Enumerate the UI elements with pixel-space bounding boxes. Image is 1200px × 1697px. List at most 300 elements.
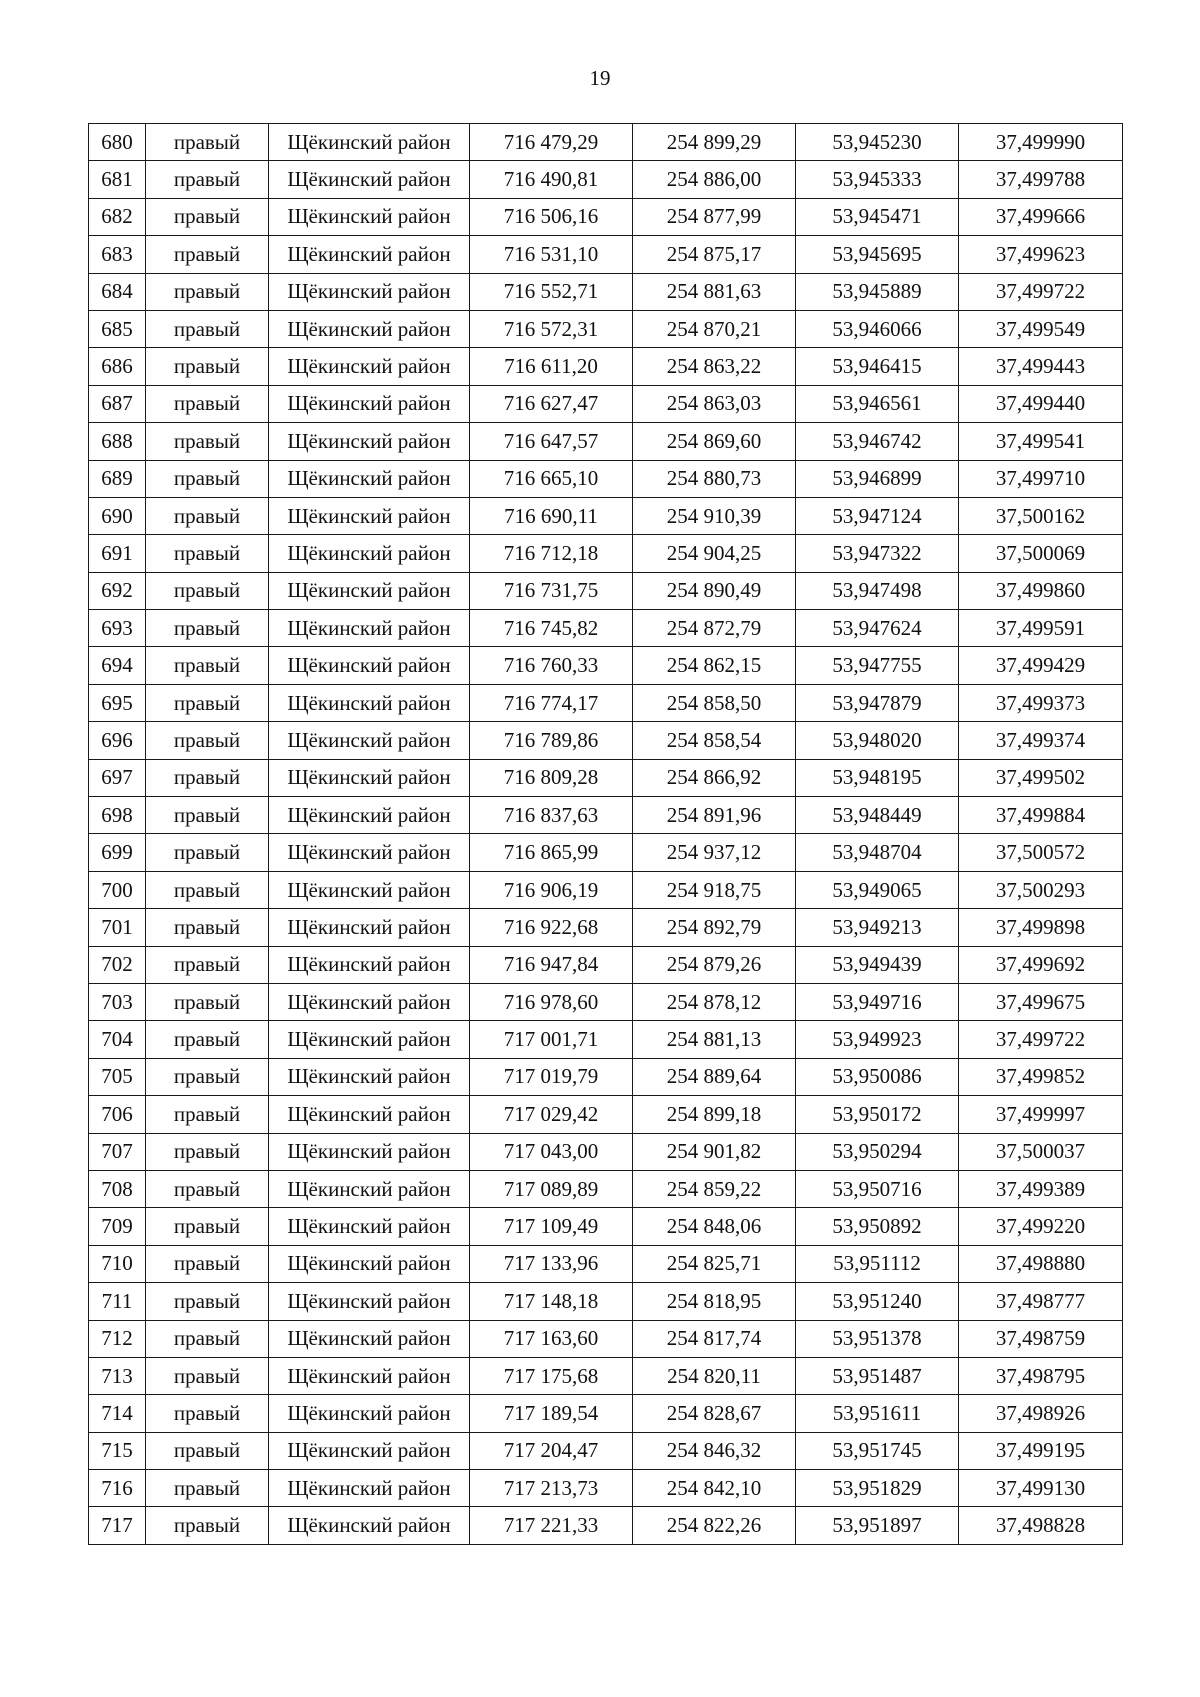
longitude-cell: 37,498828 (959, 1507, 1123, 1544)
district-cell: Щёкинский район (269, 1470, 470, 1507)
point-number-cell: 680 (89, 124, 146, 161)
district-cell: Щёкинский район (269, 684, 470, 721)
table-row (89, 834, 1123, 871)
bank-side-cell: правый (146, 236, 269, 273)
latitude-cell: 53,949213 (796, 909, 959, 946)
table-row (89, 797, 1123, 834)
longitude-cell: 37,499692 (959, 946, 1123, 983)
bank-side-cell: правый (146, 759, 269, 796)
coord-x-cell: 716 627,47 (470, 385, 633, 422)
coord-y-cell: 254 858,54 (633, 722, 796, 759)
longitude-cell: 37,500293 (959, 871, 1123, 908)
longitude-cell: 37,499997 (959, 1096, 1123, 1133)
point-number-cell: 714 (89, 1395, 146, 1432)
table-row (89, 1507, 1123, 1544)
coord-y-cell: 254 869,60 (633, 423, 796, 460)
bank-side-cell: правый (146, 1170, 269, 1207)
point-number-cell: 681 (89, 161, 146, 198)
coord-x-cell: 717 189,54 (470, 1395, 633, 1432)
latitude-cell: 53,951240 (796, 1283, 959, 1320)
latitude-cell: 53,951829 (796, 1470, 959, 1507)
table-row (89, 871, 1123, 908)
coord-y-cell: 254 881,13 (633, 1021, 796, 1058)
bank-side-cell: правый (146, 161, 269, 198)
longitude-cell: 37,499591 (959, 610, 1123, 647)
table-row (89, 460, 1123, 497)
point-number-cell: 704 (89, 1021, 146, 1058)
coord-x-cell: 717 001,71 (470, 1021, 633, 1058)
latitude-cell: 53,945695 (796, 236, 959, 273)
point-number-cell: 691 (89, 535, 146, 572)
coord-x-cell: 717 043,00 (470, 1133, 633, 1170)
table-row (89, 909, 1123, 946)
point-number-cell: 715 (89, 1432, 146, 1469)
table-row (89, 1096, 1123, 1133)
district-cell: Щёкинский район (269, 834, 470, 871)
longitude-cell: 37,499852 (959, 1058, 1123, 1095)
coord-x-cell: 717 133,96 (470, 1245, 633, 1282)
district-cell: Щёкинский район (269, 1208, 470, 1245)
point-number-cell: 685 (89, 310, 146, 347)
table-row (89, 1058, 1123, 1095)
latitude-cell: 53,946561 (796, 385, 959, 422)
point-number-cell: 695 (89, 684, 146, 721)
coord-x-cell: 716 552,71 (470, 273, 633, 310)
coord-y-cell: 254 863,03 (633, 385, 796, 422)
coord-y-cell: 254 842,10 (633, 1470, 796, 1507)
table-row (89, 273, 1123, 310)
coord-y-cell: 254 877,99 (633, 198, 796, 235)
point-number-cell: 713 (89, 1357, 146, 1394)
longitude-cell: 37,499440 (959, 385, 1123, 422)
table-row (89, 497, 1123, 534)
bank-side-cell: правый (146, 946, 269, 983)
bank-side-cell: правый (146, 684, 269, 721)
latitude-cell: 53,948704 (796, 834, 959, 871)
latitude-cell: 53,948449 (796, 797, 959, 834)
longitude-cell: 37,500572 (959, 834, 1123, 871)
district-cell: Щёкинский район (269, 1283, 470, 1320)
table-row (89, 535, 1123, 572)
table-row (89, 236, 1123, 273)
coord-y-cell: 254 892,79 (633, 909, 796, 946)
latitude-cell: 53,946415 (796, 348, 959, 385)
point-number-cell: 712 (89, 1320, 146, 1357)
bank-side-cell: правый (146, 310, 269, 347)
district-cell: Щёкинский район (269, 909, 470, 946)
coord-y-cell: 254 825,71 (633, 1245, 796, 1282)
bank-side-cell: правый (146, 647, 269, 684)
coord-y-cell: 254 866,92 (633, 759, 796, 796)
coord-y-cell: 254 879,26 (633, 946, 796, 983)
latitude-cell: 53,948020 (796, 722, 959, 759)
longitude-cell: 37,499220 (959, 1208, 1123, 1245)
point-number-cell: 697 (89, 759, 146, 796)
table-body (89, 124, 1123, 1545)
longitude-cell: 37,499675 (959, 983, 1123, 1020)
point-number-cell: 710 (89, 1245, 146, 1282)
point-number-cell: 716 (89, 1470, 146, 1507)
longitude-cell: 37,499710 (959, 460, 1123, 497)
bank-side-cell: правый (146, 834, 269, 871)
district-cell: Щёкинский район (269, 348, 470, 385)
bank-side-cell: правый (146, 909, 269, 946)
district-cell: Щёкинский район (269, 1058, 470, 1095)
point-number-cell: 700 (89, 871, 146, 908)
longitude-cell: 37,500162 (959, 497, 1123, 534)
district-cell: Щёкинский район (269, 236, 470, 273)
point-number-cell: 699 (89, 834, 146, 871)
bank-side-cell: правый (146, 460, 269, 497)
coord-x-cell: 716 712,18 (470, 535, 633, 572)
latitude-cell: 53,949923 (796, 1021, 959, 1058)
longitude-cell: 37,499722 (959, 1021, 1123, 1058)
district-cell: Щёкинский район (269, 1357, 470, 1394)
bank-side-cell: правый (146, 535, 269, 572)
coord-y-cell: 254 870,21 (633, 310, 796, 347)
table-row (89, 161, 1123, 198)
bank-side-cell: правый (146, 385, 269, 422)
coord-x-cell: 717 109,49 (470, 1208, 633, 1245)
table-row (89, 198, 1123, 235)
table-row (89, 1357, 1123, 1394)
bank-side-cell: правый (146, 348, 269, 385)
longitude-cell: 37,499502 (959, 759, 1123, 796)
latitude-cell: 53,950294 (796, 1133, 959, 1170)
coord-y-cell: 254 817,74 (633, 1320, 796, 1357)
coord-y-cell: 254 875,17 (633, 236, 796, 273)
point-number-cell: 687 (89, 385, 146, 422)
point-number-cell: 701 (89, 909, 146, 946)
district-cell: Щёкинский район (269, 385, 470, 422)
point-number-cell: 709 (89, 1208, 146, 1245)
latitude-cell: 53,949065 (796, 871, 959, 908)
bank-side-cell: правый (146, 273, 269, 310)
table-row (89, 1432, 1123, 1469)
coord-x-cell: 716 947,84 (470, 946, 633, 983)
latitude-cell: 53,950892 (796, 1208, 959, 1245)
coord-y-cell: 254 820,11 (633, 1357, 796, 1394)
district-cell: Щёкинский район (269, 161, 470, 198)
coord-x-cell: 716 760,33 (470, 647, 633, 684)
longitude-cell: 37,499722 (959, 273, 1123, 310)
coordinates-table (88, 123, 1123, 1545)
coord-y-cell: 254 918,75 (633, 871, 796, 908)
table-row (89, 1170, 1123, 1207)
table-row (89, 759, 1123, 796)
latitude-cell: 53,946742 (796, 423, 959, 460)
bank-side-cell: правый (146, 198, 269, 235)
coord-x-cell: 716 690,11 (470, 497, 633, 534)
bank-side-cell: правый (146, 1320, 269, 1357)
district-cell: Щёкинский район (269, 759, 470, 796)
longitude-cell: 37,499788 (959, 161, 1123, 198)
point-number-cell: 683 (89, 236, 146, 273)
longitude-cell: 37,498795 (959, 1357, 1123, 1394)
bank-side-cell: правый (146, 423, 269, 460)
latitude-cell: 53,947124 (796, 497, 959, 534)
district-cell: Щёкинский район (269, 273, 470, 310)
coord-y-cell: 254 846,32 (633, 1432, 796, 1469)
coord-y-cell: 254 899,29 (633, 124, 796, 161)
coord-x-cell: 717 221,33 (470, 1507, 633, 1544)
table-row (89, 1470, 1123, 1507)
longitude-cell: 37,499374 (959, 722, 1123, 759)
coord-x-cell: 717 175,68 (470, 1357, 633, 1394)
bank-side-cell: правый (146, 1432, 269, 1469)
bank-side-cell: правый (146, 610, 269, 647)
coord-x-cell: 716 906,19 (470, 871, 633, 908)
longitude-cell: 37,499373 (959, 684, 1123, 721)
table-row (89, 1245, 1123, 1282)
district-cell: Щёкинский район (269, 572, 470, 609)
coord-x-cell: 717 019,79 (470, 1058, 633, 1095)
latitude-cell: 53,951487 (796, 1357, 959, 1394)
coord-y-cell: 254 878,12 (633, 983, 796, 1020)
longitude-cell: 37,498926 (959, 1395, 1123, 1432)
point-number-cell: 706 (89, 1096, 146, 1133)
longitude-cell: 37,499898 (959, 909, 1123, 946)
longitude-cell: 37,499666 (959, 198, 1123, 235)
table-row (89, 1021, 1123, 1058)
point-number-cell: 694 (89, 647, 146, 684)
coord-x-cell: 716 506,16 (470, 198, 633, 235)
bank-side-cell: правый (146, 983, 269, 1020)
district-cell: Щёкинский район (269, 1395, 470, 1432)
bank-side-cell: правый (146, 497, 269, 534)
table-row (89, 647, 1123, 684)
latitude-cell: 53,947498 (796, 572, 959, 609)
table-row (89, 983, 1123, 1020)
coord-y-cell: 254 901,82 (633, 1133, 796, 1170)
coord-x-cell: 716 789,86 (470, 722, 633, 759)
coord-y-cell: 254 889,64 (633, 1058, 796, 1095)
table-row (89, 310, 1123, 347)
bank-side-cell: правый (146, 1208, 269, 1245)
longitude-cell: 37,499860 (959, 572, 1123, 609)
district-cell: Щёкинский район (269, 535, 470, 572)
point-number-cell: 682 (89, 198, 146, 235)
coord-x-cell: 717 213,73 (470, 1470, 633, 1507)
table-row (89, 348, 1123, 385)
latitude-cell: 53,951897 (796, 1507, 959, 1544)
longitude-cell: 37,499429 (959, 647, 1123, 684)
coord-x-cell: 717 089,89 (470, 1170, 633, 1207)
latitude-cell: 53,951745 (796, 1432, 959, 1469)
district-cell: Щёкинский район (269, 647, 470, 684)
coord-y-cell: 254 822,26 (633, 1507, 796, 1544)
bank-side-cell: правый (146, 1470, 269, 1507)
latitude-cell: 53,947755 (796, 647, 959, 684)
district-cell: Щёкинский район (269, 1133, 470, 1170)
latitude-cell: 53,946066 (796, 310, 959, 347)
district-cell: Щёкинский район (269, 797, 470, 834)
coord-x-cell: 716 774,17 (470, 684, 633, 721)
table-row (89, 946, 1123, 983)
coord-y-cell: 254 904,25 (633, 535, 796, 572)
latitude-cell: 53,947322 (796, 535, 959, 572)
coord-x-cell: 716 531,10 (470, 236, 633, 273)
district-cell: Щёкинский район (269, 1096, 470, 1133)
coord-x-cell: 716 745,82 (470, 610, 633, 647)
bank-side-cell: правый (146, 572, 269, 609)
longitude-cell: 37,498777 (959, 1283, 1123, 1320)
coord-x-cell: 717 148,18 (470, 1283, 633, 1320)
district-cell: Щёкинский район (269, 198, 470, 235)
coord-y-cell: 254 862,15 (633, 647, 796, 684)
latitude-cell: 53,950086 (796, 1058, 959, 1095)
coord-y-cell: 254 863,22 (633, 348, 796, 385)
district-cell: Щёкинский район (269, 1507, 470, 1544)
coord-x-cell: 716 490,81 (470, 161, 633, 198)
district-cell: Щёкинский район (269, 1021, 470, 1058)
coord-x-cell: 716 922,68 (470, 909, 633, 946)
point-number-cell: 689 (89, 460, 146, 497)
point-number-cell: 705 (89, 1058, 146, 1095)
point-number-cell: 698 (89, 797, 146, 834)
coord-y-cell: 254 890,49 (633, 572, 796, 609)
longitude-cell: 37,500037 (959, 1133, 1123, 1170)
coord-y-cell: 254 886,00 (633, 161, 796, 198)
point-number-cell: 702 (89, 946, 146, 983)
longitude-cell: 37,499130 (959, 1470, 1123, 1507)
coord-y-cell: 254 899,18 (633, 1096, 796, 1133)
coord-y-cell: 254 848,06 (633, 1208, 796, 1245)
longitude-cell: 37,499990 (959, 124, 1123, 161)
latitude-cell: 53,949716 (796, 983, 959, 1020)
coord-x-cell: 716 809,28 (470, 759, 633, 796)
point-number-cell: 686 (89, 348, 146, 385)
point-number-cell: 692 (89, 572, 146, 609)
coord-y-cell: 254 881,63 (633, 273, 796, 310)
latitude-cell: 53,945889 (796, 273, 959, 310)
bank-side-cell: правый (146, 1096, 269, 1133)
latitude-cell: 53,947624 (796, 610, 959, 647)
coord-x-cell: 717 204,47 (470, 1432, 633, 1469)
latitude-cell: 53,945471 (796, 198, 959, 235)
table-row (89, 1320, 1123, 1357)
bank-side-cell: правый (146, 1133, 269, 1170)
point-number-cell: 703 (89, 983, 146, 1020)
district-cell: Щёкинский район (269, 983, 470, 1020)
bank-side-cell: правый (146, 722, 269, 759)
point-number-cell: 696 (89, 722, 146, 759)
coord-x-cell: 716 978,60 (470, 983, 633, 1020)
latitude-cell: 53,950172 (796, 1096, 959, 1133)
coord-y-cell: 254 818,95 (633, 1283, 796, 1320)
table-row (89, 124, 1123, 161)
table-row (89, 1208, 1123, 1245)
bank-side-cell: правый (146, 1245, 269, 1282)
point-number-cell: 717 (89, 1507, 146, 1544)
table-row (89, 1283, 1123, 1320)
coord-x-cell: 716 665,10 (470, 460, 633, 497)
coord-y-cell: 254 891,96 (633, 797, 796, 834)
point-number-cell: 684 (89, 273, 146, 310)
bank-side-cell: правый (146, 871, 269, 908)
coord-y-cell: 254 880,73 (633, 460, 796, 497)
district-cell: Щёкинский район (269, 1170, 470, 1207)
coord-x-cell: 716 611,20 (470, 348, 633, 385)
coord-x-cell: 716 865,99 (470, 834, 633, 871)
latitude-cell: 53,949439 (796, 946, 959, 983)
longitude-cell: 37,499541 (959, 423, 1123, 460)
district-cell: Щёкинский район (269, 460, 470, 497)
latitude-cell: 53,951378 (796, 1320, 959, 1357)
latitude-cell: 53,950716 (796, 1170, 959, 1207)
latitude-cell: 53,947879 (796, 684, 959, 721)
bank-side-cell: правый (146, 124, 269, 161)
longitude-cell: 37,498880 (959, 1245, 1123, 1282)
coord-x-cell: 716 731,75 (470, 572, 633, 609)
coord-y-cell: 254 828,67 (633, 1395, 796, 1432)
coord-y-cell: 254 937,12 (633, 834, 796, 871)
district-cell: Щёкинский район (269, 497, 470, 534)
latitude-cell: 53,951112 (796, 1245, 959, 1282)
district-cell: Щёкинский район (269, 124, 470, 161)
table-row (89, 1395, 1123, 1432)
coord-x-cell: 716 647,57 (470, 423, 633, 460)
point-number-cell: 690 (89, 497, 146, 534)
page-number: 19 (589, 66, 611, 90)
point-number-cell: 688 (89, 423, 146, 460)
district-cell: Щёкинский район (269, 1320, 470, 1357)
longitude-cell: 37,499884 (959, 797, 1123, 834)
district-cell: Щёкинский район (269, 610, 470, 647)
coord-y-cell: 254 872,79 (633, 610, 796, 647)
district-cell: Щёкинский район (269, 871, 470, 908)
bank-side-cell: правый (146, 797, 269, 834)
bank-side-cell: правый (146, 1283, 269, 1320)
district-cell: Щёкинский район (269, 423, 470, 460)
district-cell: Щёкинский район (269, 1245, 470, 1282)
table-row (89, 423, 1123, 460)
district-cell: Щёкинский район (269, 1432, 470, 1469)
coord-y-cell: 254 858,50 (633, 684, 796, 721)
bank-side-cell: правый (146, 1021, 269, 1058)
point-number-cell: 707 (89, 1133, 146, 1170)
latitude-cell: 53,945333 (796, 161, 959, 198)
table-row (89, 572, 1123, 609)
bank-side-cell: правый (146, 1357, 269, 1394)
coord-y-cell: 254 910,39 (633, 497, 796, 534)
longitude-cell: 37,498759 (959, 1320, 1123, 1357)
longitude-cell: 37,499549 (959, 310, 1123, 347)
latitude-cell: 53,945230 (796, 124, 959, 161)
table-row (89, 385, 1123, 422)
coord-x-cell: 716 837,63 (470, 797, 633, 834)
latitude-cell: 53,948195 (796, 759, 959, 796)
coord-x-cell: 716 479,29 (470, 124, 633, 161)
coord-y-cell: 254 859,22 (633, 1170, 796, 1207)
longitude-cell: 37,500069 (959, 535, 1123, 572)
coord-x-cell: 717 163,60 (470, 1320, 633, 1357)
point-number-cell: 693 (89, 610, 146, 647)
table-row (89, 684, 1123, 721)
district-cell: Щёкинский район (269, 722, 470, 759)
district-cell: Щёкинский район (269, 310, 470, 347)
latitude-cell: 53,951611 (796, 1395, 959, 1432)
bank-side-cell: правый (146, 1395, 269, 1432)
table-row (89, 722, 1123, 759)
district-cell: Щёкинский район (269, 946, 470, 983)
table-row (89, 1133, 1123, 1170)
longitude-cell: 37,499195 (959, 1432, 1123, 1469)
coord-x-cell: 717 029,42 (470, 1096, 633, 1133)
bank-side-cell: правый (146, 1058, 269, 1095)
table-row (89, 610, 1123, 647)
bank-side-cell: правый (146, 1507, 269, 1544)
